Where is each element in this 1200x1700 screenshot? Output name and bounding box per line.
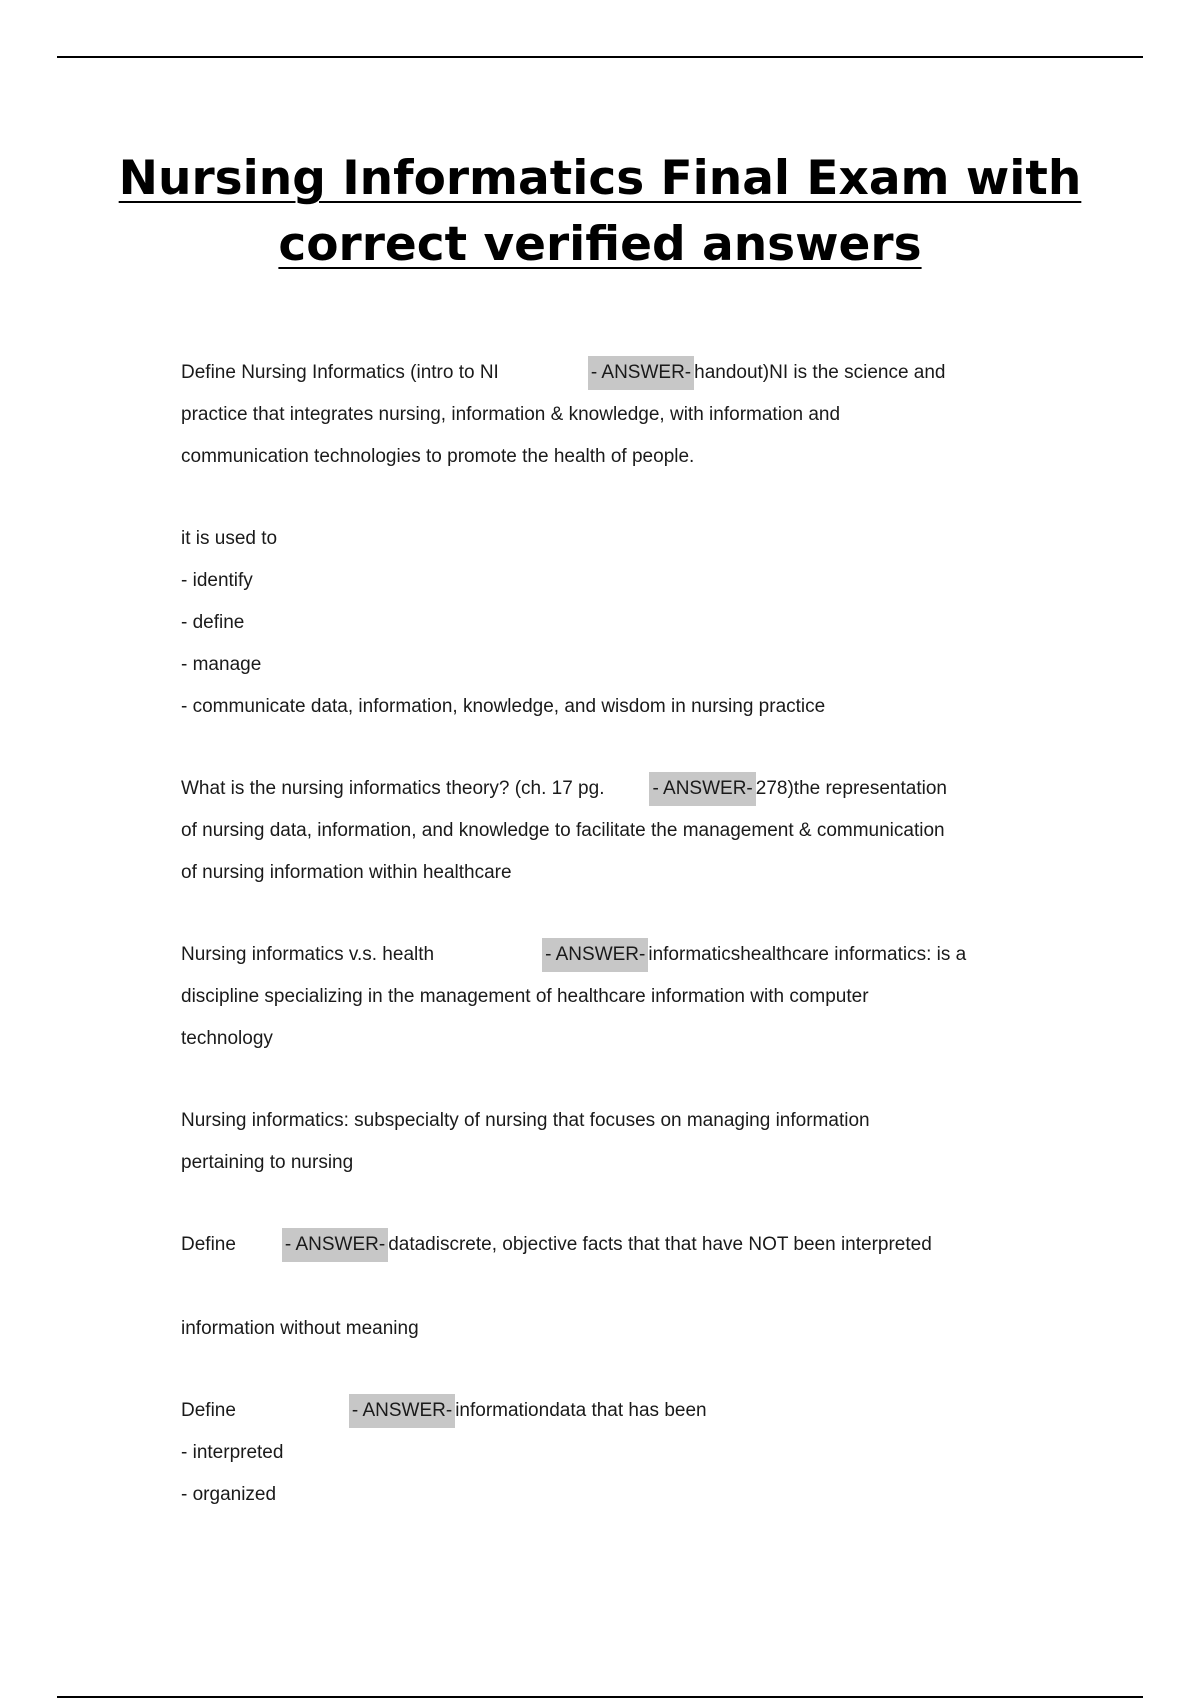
q3-answer-line: discipline specializing in the management of healthcare information with computer — [181, 986, 869, 1007]
q1-extra-line: it is used to — [181, 528, 278, 549]
title-line-1: Nursing Informatics Final Exam with — [118, 151, 1082, 206]
q3-answer-start: informaticshealthcare informatics: is a — [648, 944, 967, 965]
answer-tag: - ANSWER- — [282, 1228, 388, 1262]
q1-answer-start: handout)NI is the science and — [694, 362, 946, 383]
q1-extra-line: - manage — [181, 654, 262, 675]
q1-answer-line: communication technologies to promote the health of people. — [181, 446, 695, 467]
answer-tag: - ANSWER- — [649, 772, 755, 806]
q5-answer-line: - interpreted — [181, 1442, 284, 1463]
top-rule — [57, 56, 1143, 58]
q3-question: Nursing informatics v.s. health — [181, 944, 435, 965]
q2-line-1 — [181, 768, 1081, 810]
q2-answer-line: of nursing information within healthcare — [181, 862, 512, 883]
q3-extra-line: pertaining to nursing — [181, 1152, 354, 1173]
q1-extra-line: - define — [181, 612, 245, 633]
q4-answer-start: datadiscrete, objective facts that that have NOT been interpreted — [388, 1234, 932, 1255]
q3-line-1 — [181, 934, 1081, 976]
answer-tag: - ANSWER- — [588, 356, 694, 390]
q5-line-1 — [181, 1390, 1081, 1432]
q4-question: Define — [181, 1234, 236, 1255]
q1-extra-line: - identify — [181, 570, 253, 591]
answer-tag: - ANSWER- — [349, 1394, 455, 1428]
q1-extra-line: - communicate data, information, knowledge, and wisdom in nursing practice — [181, 696, 826, 717]
q2-question: What is the nursing informatics theory? (ch. 17 pg. — [181, 778, 605, 799]
q2-answer-line: of nursing data, information, and knowledge to facilitate the management & communication — [181, 820, 945, 841]
q4-extra-line: information without meaning — [181, 1318, 419, 1339]
q3-answer-line: technology — [181, 1028, 273, 1049]
q1-line-1 — [181, 352, 1081, 394]
q1-question: Define Nursing Informatics (intro to NI — [181, 362, 499, 383]
bottom-rule — [57, 1696, 1143, 1698]
page-title — [0, 146, 1200, 278]
q5-question: Define — [181, 1400, 236, 1421]
q2-answer-start: 278)the representation — [755, 778, 947, 799]
answer-tag: - ANSWER- — [542, 938, 648, 972]
q5-answer-start: informationdata that has been — [455, 1400, 707, 1421]
q5-answer-line: - organized — [181, 1484, 277, 1505]
document-body — [181, 352, 1081, 1516]
q3-extra-line: Nursing informatics: subspecialty of nursing that focuses on managing information — [181, 1110, 870, 1131]
q4-line-1 — [181, 1224, 1081, 1266]
q1-answer-line: practice that integrates nursing, information & knowledge, with information and — [181, 404, 841, 425]
title-line-2: correct verified answers — [278, 217, 922, 272]
